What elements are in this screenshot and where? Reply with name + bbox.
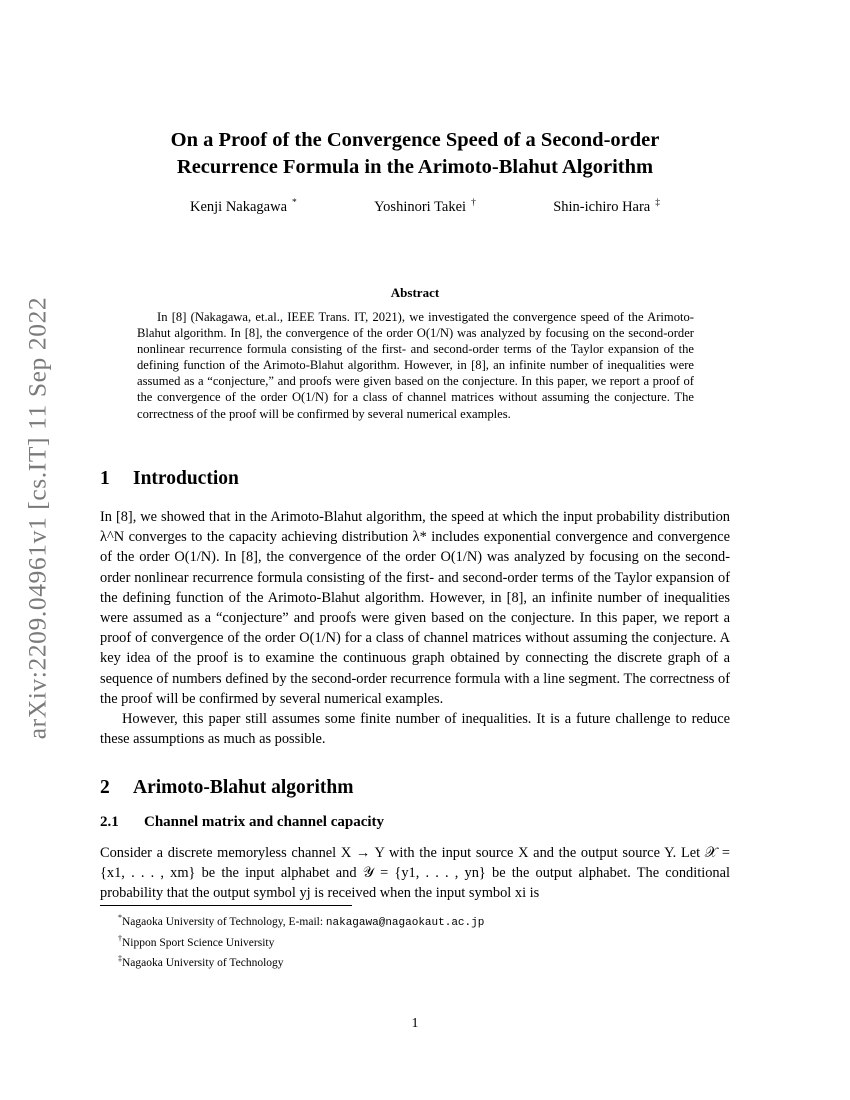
author <box>190 198 297 216</box>
footnote-text: Nagaoka University of Technology, E-mail: <box>122 915 326 928</box>
section-number: 1 <box>100 468 110 489</box>
footnote-mark: ‡ <box>118 953 122 963</box>
author-email: nakagawa@nagaokaut.ac.jp <box>325 916 485 929</box>
arxiv-identifier-stamp <box>17 278 57 758</box>
author-footnote-mark: * <box>292 198 297 208</box>
subsection-number: 2.1 <box>100 814 119 830</box>
abstract-text: In [8] (Nakagawa, et.al., IEEE Trans. IT, 2021), we investigated the convergence speed of the Arimoto-Blahut algorithm. In [8], the convergence of the order O(1/N) was analyzed by focusing on the second-order nonlinear recurrence formula consisting of the first- and second-order terms of the Taylor expansion of the defining function of the Arimoto-Blahut algorithm. However, in [8], an infinite number of inequalities were assumed as a “conjecture,” and proofs were given based on the conjecture. In this paper, we report a proof of the convergence of the order O(1/N) for a class of channel matrices without assuming the conjecture. The correctness of the proof will be confirmed by several numerical examples. <box>137 310 694 421</box>
arxiv-identifier-text: arXiv:2209.04961v1 [cs.IT] 11 Sep 2022 <box>22 296 52 740</box>
section-title: Arimoto-Blahut algorithm <box>133 777 354 798</box>
section-heading-introduction <box>100 468 239 490</box>
subsection-heading-channel-matrix <box>100 814 384 831</box>
footnote-mark: † <box>118 933 122 943</box>
title-line-1: On a Proof of the Convergence Speed of a Second-order <box>170 129 660 151</box>
footnote <box>100 931 730 951</box>
footnotes <box>100 910 730 970</box>
paper-title <box>100 127 730 181</box>
author <box>553 198 660 216</box>
abstract-heading: Abstract <box>390 285 440 300</box>
paragraph: However, this paper still assumes some finite number of inequalities. It is a future challenge to reduce these assumptions as much as possible. <box>100 711 730 748</box>
author-name: Yoshinori Takei <box>374 198 467 215</box>
author-footnote-mark: ‡ <box>655 198 660 208</box>
page-number: 1 <box>411 1016 419 1031</box>
paragraph: In [8], we showed that in the Arimoto-Blahut algorithm, the speed at which the input probability distribution λ^N converges to the capacity achieving distribution λ* includes exponential convergence and convergence of the order O(1/N). In [8], the convergence of the order O(1/N) was analyzed by focusing on the second-order nonlinear recurrence formula consisting of the first- and second-order terms of the Taylor expansion of the defining function of the Arimoto-Blahut algorithm. However, in [8], an infinite number of inequalities were assumed as a “conjecture” and proofs were given based on the conjecture. In this paper, we report a proof of convergence of the order O(1/N) for a class of channel matrices without assuming the conjecture. A key idea of the proof is to examine the continuous graph obtained by connecting the discrete graph of a sequence of numbers defined by the second-order recurrence formula with a line segment. The correctness of the proof will be confirmed by several numerical examples. <box>100 509 730 707</box>
footnote-text: Nagaoka University of Technology <box>122 956 284 969</box>
author-name: Kenji Nakagawa <box>190 198 288 215</box>
author-name: Shin-ichiro Hara <box>553 198 651 215</box>
author <box>374 198 476 216</box>
footnote <box>100 910 730 931</box>
channel-matrix-body <box>100 843 730 904</box>
title-line-2: Recurrence Formula in the Arimoto-Blahut Algorithm <box>176 156 654 178</box>
author-list <box>190 198 660 216</box>
author-footnote-mark: † <box>471 198 476 208</box>
footnote-divider <box>100 905 352 906</box>
footnote-mark: * <box>118 913 122 922</box>
paragraph: Consider a discrete memoryless channel X → Y with the input source X and the output source Y. Let 𝒳 = {x1, . . . , xm} be the input alphabet and 𝒴 = {y1, . . . , yn} be the output alphabet. The conditional probability that the output symbol yj is received when the input symbol xi is <box>100 845 730 902</box>
section-number: 2 <box>100 777 110 798</box>
subsection-title: Channel matrix and channel capacity <box>144 814 385 830</box>
footnote <box>100 951 730 971</box>
section-title: Introduction <box>133 468 239 489</box>
footnote-text: Nippon Sport Science University <box>122 936 275 949</box>
introduction-body <box>100 507 730 749</box>
section-heading-arimoto-blahut <box>100 777 353 799</box>
